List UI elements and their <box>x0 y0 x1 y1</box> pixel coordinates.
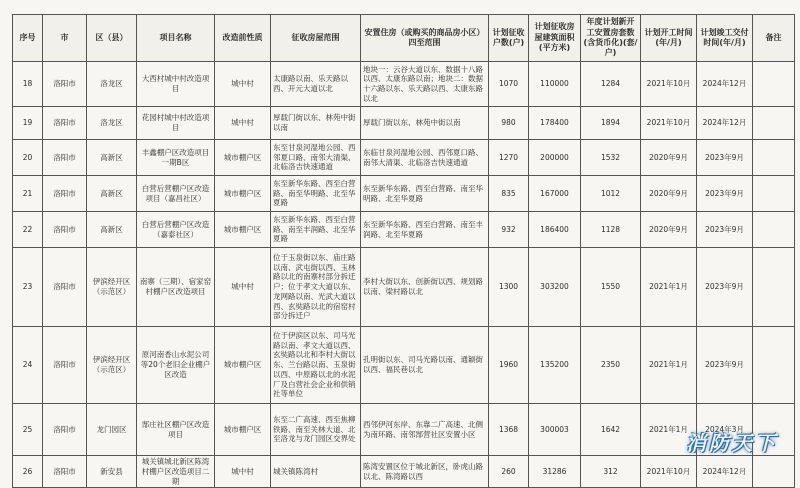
cell-nature: 城中村 <box>215 456 271 488</box>
table-row <box>13 248 795 327</box>
cell-start: 2021年1月 <box>641 327 697 404</box>
cell-no: 25 <box>13 404 43 456</box>
cell-note <box>753 248 795 327</box>
header-nature: 改造前性质 <box>215 15 271 62</box>
cell-area: 186400 <box>529 212 581 248</box>
cell-resettle: 陈湾安置区位于城北新区，卧虎山路以北、陈湾路以西 <box>361 456 489 488</box>
cell-city: 洛阳市 <box>43 327 87 404</box>
cell-district: 高新区 <box>87 176 137 212</box>
cell-households: 1270 <box>489 140 529 176</box>
cell-note <box>753 212 795 248</box>
cell-project: 白营后营棚户区改造项目（嘉昌社区） <box>137 176 215 212</box>
project-table <box>12 14 795 488</box>
cell-start: 2021年10月 <box>641 62 697 107</box>
header-project: 项目名称 <box>137 15 215 62</box>
table-row <box>13 107 795 140</box>
header-units: 年度计划新开工安置房套数(含货币化)(套/户) <box>581 15 641 62</box>
cell-no: 18 <box>13 62 43 107</box>
cell-district: 新安县 <box>87 456 137 488</box>
cell-area: 167000 <box>529 176 581 212</box>
cell-units: 312 <box>581 456 641 488</box>
cell-units: 1128 <box>581 212 641 248</box>
cell-scope: 位于玉泉街以东、庙庄路以南、武屯街以西、玉林路以北的南寨村部分拆迁户；位于孝文大道以东、龙网路以南、光武大道以西、玄奘路以北的宿窑村部分拆迁户 <box>271 248 361 327</box>
cell-district: 龙门园区 <box>87 404 137 456</box>
header-no: 序号 <box>13 15 43 62</box>
cell-note <box>753 62 795 107</box>
table-row <box>13 456 795 488</box>
cell-finish: 2024年3月 <box>697 404 753 456</box>
cell-project: 大西村城中村改造项目 <box>137 62 215 107</box>
cell-scope: 东至二广高速、西至焦柳铁路、南至关林大道、北至洛龙与龙门园区交界处 <box>271 404 361 456</box>
cell-no: 23 <box>13 248 43 327</box>
cell-finish: 2023年9月 <box>697 140 753 176</box>
table-header-row <box>13 15 795 62</box>
header-finish: 计划竣工交付时间(年/月) <box>697 15 753 62</box>
cell-nature: 城市棚户区 <box>215 327 271 404</box>
cell-project: 南寨（三期）、宿家窑村棚户区改造项目 <box>137 248 215 327</box>
table-row <box>13 140 795 176</box>
cell-start: 2020年9月 <box>641 212 697 248</box>
cell-city: 洛阳市 <box>43 62 87 107</box>
cell-area: 200000 <box>529 140 581 176</box>
cell-units: 1012 <box>581 176 641 212</box>
cell-households: 980 <box>489 107 529 140</box>
cell-resettle: 厚载门街以东、林苑中街以南 <box>361 107 489 140</box>
cell-note <box>753 140 795 176</box>
cell-project: 花园村城中村改造项目 <box>137 107 215 140</box>
cell-nature: 城市棚户区 <box>215 140 271 176</box>
cell-households: 1300 <box>489 248 529 327</box>
cell-district: 高新区 <box>87 140 137 176</box>
cell-note <box>753 327 795 404</box>
cell-scope: 东至甘泉河湿地公园、西邻夏口路、南邻大清渠、北临洛吉快速通道 <box>271 140 361 176</box>
cell-finish: 2024年12月 <box>697 456 753 488</box>
header-city: 市 <box>43 15 87 62</box>
cell-start: 2021年10月 <box>641 456 697 488</box>
cell-resettle: 孔明街以东、司马光路以南、通颖街以西、福民巷以北 <box>361 327 489 404</box>
cell-nature: 城市棚户区 <box>215 404 271 456</box>
cell-households: 1070 <box>489 62 529 107</box>
watermark-text: 消防天下 <box>686 431 778 455</box>
cell-note <box>753 456 795 488</box>
cell-resettle: 李村大街以东、创新街以西、规划路以南、梁村路以北 <box>361 248 489 327</box>
cell-finish: 2024年12月 <box>697 62 753 107</box>
cell-units: 1532 <box>581 140 641 176</box>
cell-no: 21 <box>13 176 43 212</box>
table-row <box>13 327 795 404</box>
cell-resettle: 地块一：云谷大道以东、数据十八路以西、太康东路以南；地块二：数据十六路以东、乐天路以西、太康东路以北 <box>361 62 489 107</box>
cell-nature: 城中村 <box>215 62 271 107</box>
cell-city: 洛阳市 <box>43 107 87 140</box>
cell-project: 郜庄社区棚户区改造项目 <box>137 404 215 456</box>
cell-scope: 厚载门街以东、林苑中街以南 <box>271 107 361 140</box>
cell-note <box>753 176 795 212</box>
cell-no: 22 <box>13 212 43 248</box>
cell-area: 31286 <box>529 456 581 488</box>
cell-finish: 2023年9月 <box>697 327 753 404</box>
cell-district: 伊滨经开区（示范区） <box>87 248 137 327</box>
cell-area: 300003 <box>529 404 581 456</box>
header-note: 备注 <box>753 15 795 62</box>
cell-project: 城关镇城北新区陈湾村棚户区改造项目二期 <box>137 456 215 488</box>
header-resettle: 安置住房（或购买的商品房小区）四至范围 <box>361 15 489 62</box>
cell-nature: 城市棚户区 <box>215 176 271 212</box>
cell-city: 洛阳市 <box>43 176 87 212</box>
header-district: 区（县） <box>87 15 137 62</box>
cell-city: 洛阳市 <box>43 212 87 248</box>
cell-city: 洛阳市 <box>43 404 87 456</box>
cell-nature: 城市棚户区 <box>215 212 271 248</box>
cell-scope: 东至新华东路、西至白营路、南至丰润路、北至华夏路 <box>271 212 361 248</box>
cell-start: 2021年1月 <box>641 404 697 456</box>
cell-households: 932 <box>489 212 529 248</box>
cell-households: 260 <box>489 456 529 488</box>
cell-area: 303200 <box>529 248 581 327</box>
cell-scope: 位于伊滨区以东、司马光路以南、孝文大道以西、玄奘路以北和李村大街以东、兰台路以南、玉泉街以西、中原路以北的水泥厂及白营社会企业和供销社等单位 <box>271 327 361 404</box>
cell-finish: 2023年9月 <box>697 176 753 212</box>
cell-resettle: 东至新华东路、西至白营路、南至华明路、北至华夏路 <box>361 176 489 212</box>
cell-resettle: 西邻伊河东岸、东靠二广高速、北侧为南环路、南邻郜营社区安置小区 <box>361 404 489 456</box>
cell-start: 2020年9月 <box>641 140 697 176</box>
cell-scope: 东至新华东路、西至白营路、南至华明路、北至华夏路 <box>271 176 361 212</box>
cell-households: 835 <box>489 176 529 212</box>
cell-finish: 2023年9月 <box>697 248 753 327</box>
header-start: 计划开工时间(年/月) <box>641 15 697 62</box>
cell-no: 24 <box>13 327 43 404</box>
cell-area: 135200 <box>529 327 581 404</box>
cell-units: 1284 <box>581 62 641 107</box>
header-area: 计划征收房屋建筑面积(平方米) <box>529 15 581 62</box>
cell-finish: 2023年9月 <box>697 212 753 248</box>
cell-no: 19 <box>13 107 43 140</box>
cell-units: 1550 <box>581 248 641 327</box>
cell-no: 26 <box>13 456 43 488</box>
cell-start: 2020年9月 <box>641 176 697 212</box>
cell-city: 洛阳市 <box>43 248 87 327</box>
table-row <box>13 176 795 212</box>
cell-nature: 城中村 <box>215 107 271 140</box>
cell-project: 丰鑫棚户区改造项目一期B区 <box>137 140 215 176</box>
cell-units: 1894 <box>581 107 641 140</box>
cell-finish: 2024年12月 <box>697 107 753 140</box>
cell-district: 洛龙区 <box>87 107 137 140</box>
cell-resettle: 东临甘泉河湿地公园、西邻夏口路、南邻大清渠、北临洛吉快速通道 <box>361 140 489 176</box>
cell-district: 伊滨经开区（示范区） <box>87 327 137 404</box>
cell-area: 110000 <box>529 62 581 107</box>
cell-project: 原河南香山水泥公司等20个老旧企业棚户区改造 <box>137 327 215 404</box>
header-scope: 征收房屋范围 <box>271 15 361 62</box>
cell-note <box>753 107 795 140</box>
cell-no: 20 <box>13 140 43 176</box>
cell-project: 白营后营棚户区改造（嘉泰社区） <box>137 212 215 248</box>
cell-nature: 城中村 <box>215 248 271 327</box>
header-households: 计划征收户数(户) <box>489 15 529 62</box>
cell-households: 1960 <box>489 327 529 404</box>
table-row <box>13 212 795 248</box>
table-row <box>13 62 795 107</box>
cell-start: 2021年10月 <box>641 107 697 140</box>
cell-households: 1368 <box>489 404 529 456</box>
cell-area: 178400 <box>529 107 581 140</box>
cell-units: 1642 <box>581 404 641 456</box>
cell-scope: 城关镇陈湾村 <box>271 456 361 488</box>
cell-district: 高新区 <box>87 212 137 248</box>
cell-scope: 太康路以南、乐天路以西、开元大道以北 <box>271 62 361 107</box>
cell-district: 洛龙区 <box>87 62 137 107</box>
table-row <box>13 404 795 456</box>
cell-city: 洛阳市 <box>43 456 87 488</box>
cell-start: 2021年1月 <box>641 248 697 327</box>
cell-resettle: 东至新华东路、西至白营路、南至丰润路、北至华夏路 <box>361 212 489 248</box>
cell-city: 洛阳市 <box>43 140 87 176</box>
cell-units: 2350 <box>581 327 641 404</box>
